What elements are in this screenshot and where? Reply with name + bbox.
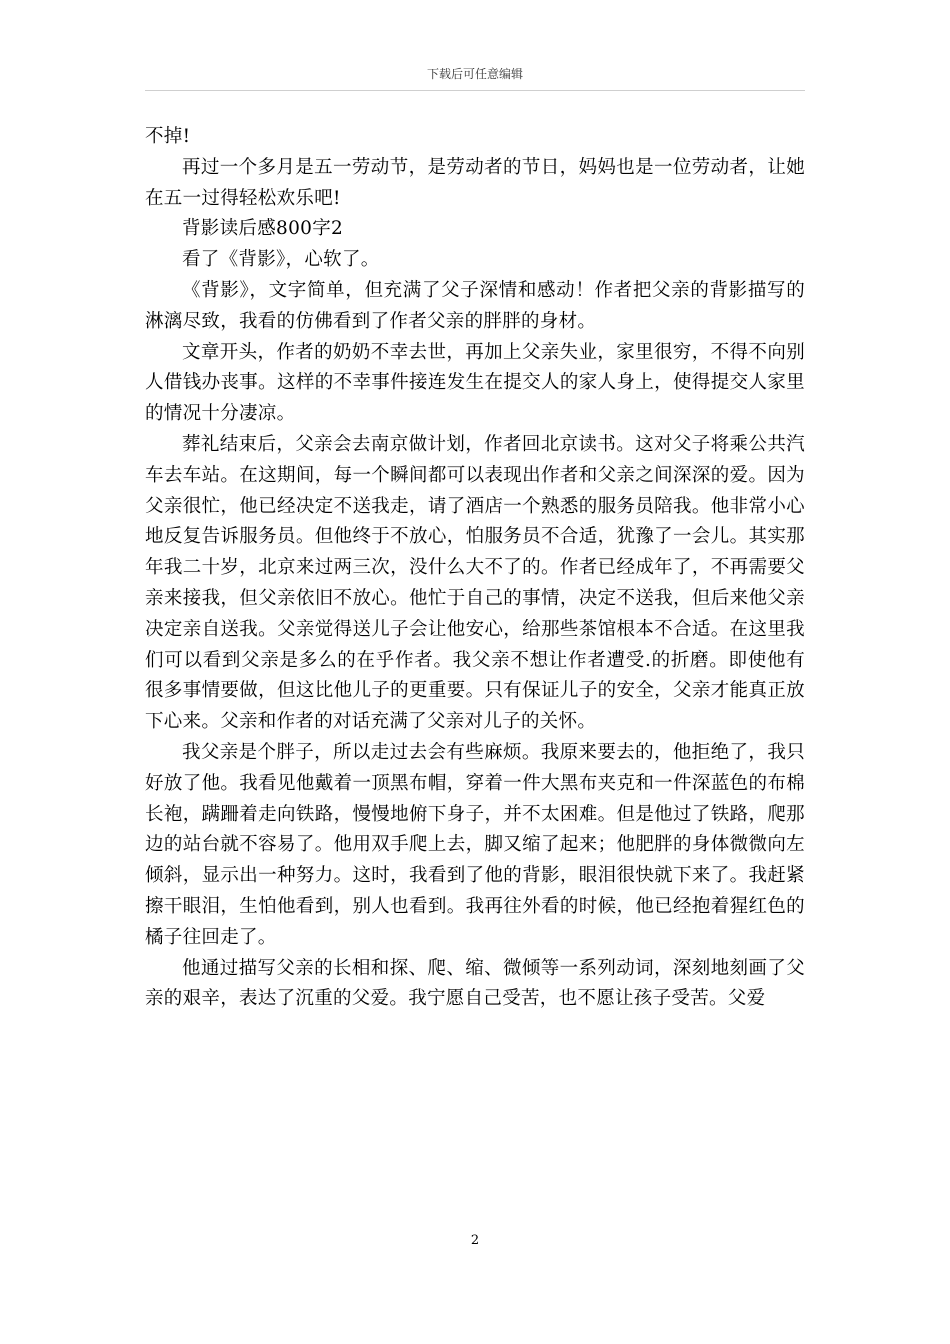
paragraph-continuation: 不掉! <box>145 126 191 147</box>
section-heading: 背影读后感800字2 <box>182 218 344 240</box>
header-divider <box>145 90 805 91</box>
page-number: 2 <box>470 1233 480 1248</box>
document-body <box>145 122 805 1015</box>
paragraph: 再过一个多月是五一劳动节，是劳动者的节日，妈妈也是一位劳动者，让她在五一过得轻松欢乐吧! <box>145 156 805 209</box>
paragraph: 我父亲是个胖子，所以走过去会有些麻烦。我原来要去的，他拒绝了，我只好放了他。我看见他戴着一顶黑布帽，穿着一件大黑布夹克和一件深蓝色的布棉长袍，蹒跚着走向铁路，慢慢地俯下身子，并不太困难。但是他过了铁路，爬那边的站台就不容易了。他用双手爬上去，脚又缩了起来；他肥胖的身体微微向左倾斜，显示出一种努力。这时，我看到了他的背影，眼泪很快就下来了。我赶紧擦干眼泪，生怕他看到，别人也看到。我再往外看的时候，他已经抱着猩红色的橘子往回走了。 <box>145 741 805 948</box>
paragraph: 葬礼结束后，父亲会去南京做计划，作者回北京读书。这对父子将乘公共汽车去车站。在这期间，每一个瞬间都可以表现出作者和父亲之间深深的爱。因为父亲很忙，他已经决定不送我走，请了酒店一个熟悉的服务员陪我。他非常小心地反复告诉服务员。但他终于不放心，怕服务员不合适，犹豫了一会儿。其实那年我二十岁，北京来过两三次，没什么大不了的。作者已经成年了，不再需要父亲来接我，但父亲依旧不放心。他忙于自己的事情，决定不送我，但后来他父亲决定亲自送我。父亲觉得送儿子会让他安心，给那些茶馆根本不合适。在这里我们可以看到父亲是多么的在乎作者。我父亲不想让作者遭受.的折磨。即使他有很多事情要做，但这比他儿子的更重要。只有保证儿子的安全，父亲才能真正放下心来。父亲和作者的对话充满了父亲对儿子的关怀。 <box>145 433 805 733</box>
paragraph: 文章开头，作者的奶奶不幸去世，再加上父亲失业，家里很穷，不得不向别人借钱办丧事。这样的不幸事件接连发生在提交人的家人身上，使得提交人家里的情况十分凄凉。 <box>145 341 805 425</box>
page-header: 下载后可任意编辑 <box>426 67 523 81</box>
paragraph: 《背影》，文字简单，但充满了父子深情和感动！作者把父亲的背影描写的淋漓尽致，我看的仿佛看到了作者父亲的胖胖的身材。 <box>145 279 805 332</box>
paragraph: 他通过描写父亲的长相和探、爬、缩、微倾等一系列动词，深刻地刻画了父亲的艰辛，表达了沉重的父爱。我宁愿自己受苦，也不愿让孩子受苦。父爱 <box>145 957 805 1010</box>
paragraph: 看了《背影》，心软了。 <box>182 249 380 271</box>
